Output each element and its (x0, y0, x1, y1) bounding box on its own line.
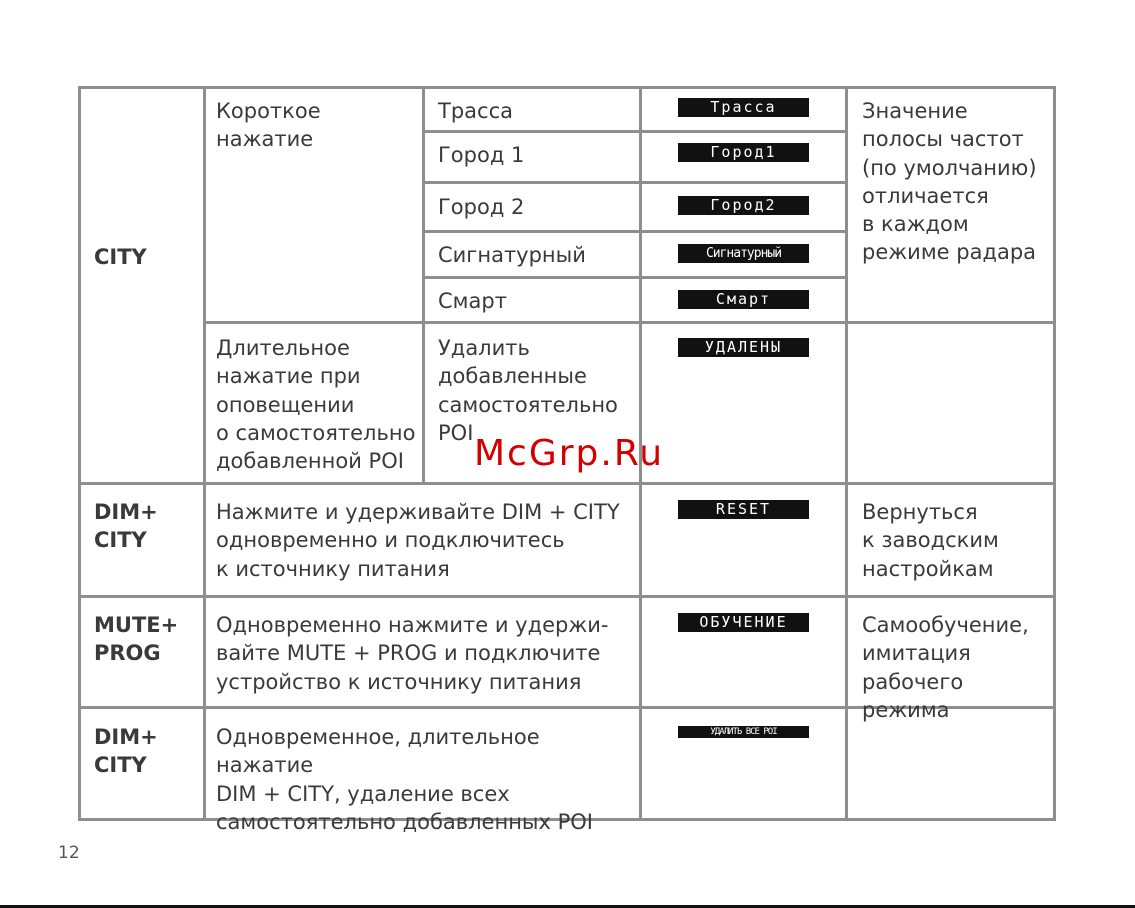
display-reset: RESET (678, 500, 809, 519)
learn-note: Самообучение, имитация рабочего режима (862, 613, 1029, 722)
page-number: 12 (58, 843, 80, 863)
table-border-left (78, 86, 81, 821)
key-mute-prog: MUTE+ PROG (94, 613, 179, 666)
reset-instruction: Нажмите и удерживайте DIM + CITY одновременно и подключитесь к источнику питания (216, 500, 620, 581)
row-divider-reset (78, 482, 1056, 485)
col-divider-2 (422, 86, 425, 484)
row-divider-mode-2 (422, 181, 846, 184)
display-signature: Сигнатурный (678, 244, 809, 263)
key-dim-city-delete: DIM+ CITY (94, 725, 158, 778)
display-smart: Смарт (678, 290, 809, 309)
mode-city-2: Город 2 (438, 195, 525, 219)
key-city: CITY (94, 245, 147, 269)
short-press-label: Короткое нажатие (216, 99, 321, 152)
key-dim-city-reset: DIM+ CITY (94, 500, 158, 553)
reset-note: Вернуться к заводским настройкам (862, 500, 999, 581)
display-city-2: Город2 (678, 196, 809, 215)
mode-smart: Смарт (438, 289, 507, 313)
long-press-result: Удалить добавленные самостоятельно POI (438, 336, 618, 445)
display-deleted: УДАЛЕНЫ (678, 338, 809, 357)
mode-signature: Сигнатурный (438, 243, 586, 267)
watermark: McGrp.Ru (474, 433, 665, 474)
col-divider-4 (845, 86, 848, 821)
delete-all-instruction: Одновременное, длительное нажатие DIM + CITY, удаление всех самостоятельно добавленных POI (216, 725, 594, 834)
row-divider-long-press (203, 321, 1056, 324)
display-highway: Трасса (678, 98, 809, 117)
display-city-1: Город1 (678, 143, 809, 162)
row-divider-learn (78, 595, 1056, 598)
display-delete-all-poi: УДАЛИТЬ ВСЕ POI (678, 726, 809, 738)
display-learning: ОБУЧЕНИЕ (678, 613, 809, 632)
long-press-label: Длительное нажатие при оповещении о самостоятельно добавленной POI (216, 336, 416, 474)
frequency-note: Значение полосы частот (по умолчанию) отличается в каждом режиме радара (862, 99, 1037, 265)
mode-city-1: Город 1 (438, 143, 525, 167)
mode-highway: Трасса (438, 99, 513, 123)
learn-instruction: Одновременно нажмите и удержи- вайте MUTE + PROG и подключите устройство к источнику питания (216, 613, 609, 694)
table-border-right (1053, 86, 1056, 821)
